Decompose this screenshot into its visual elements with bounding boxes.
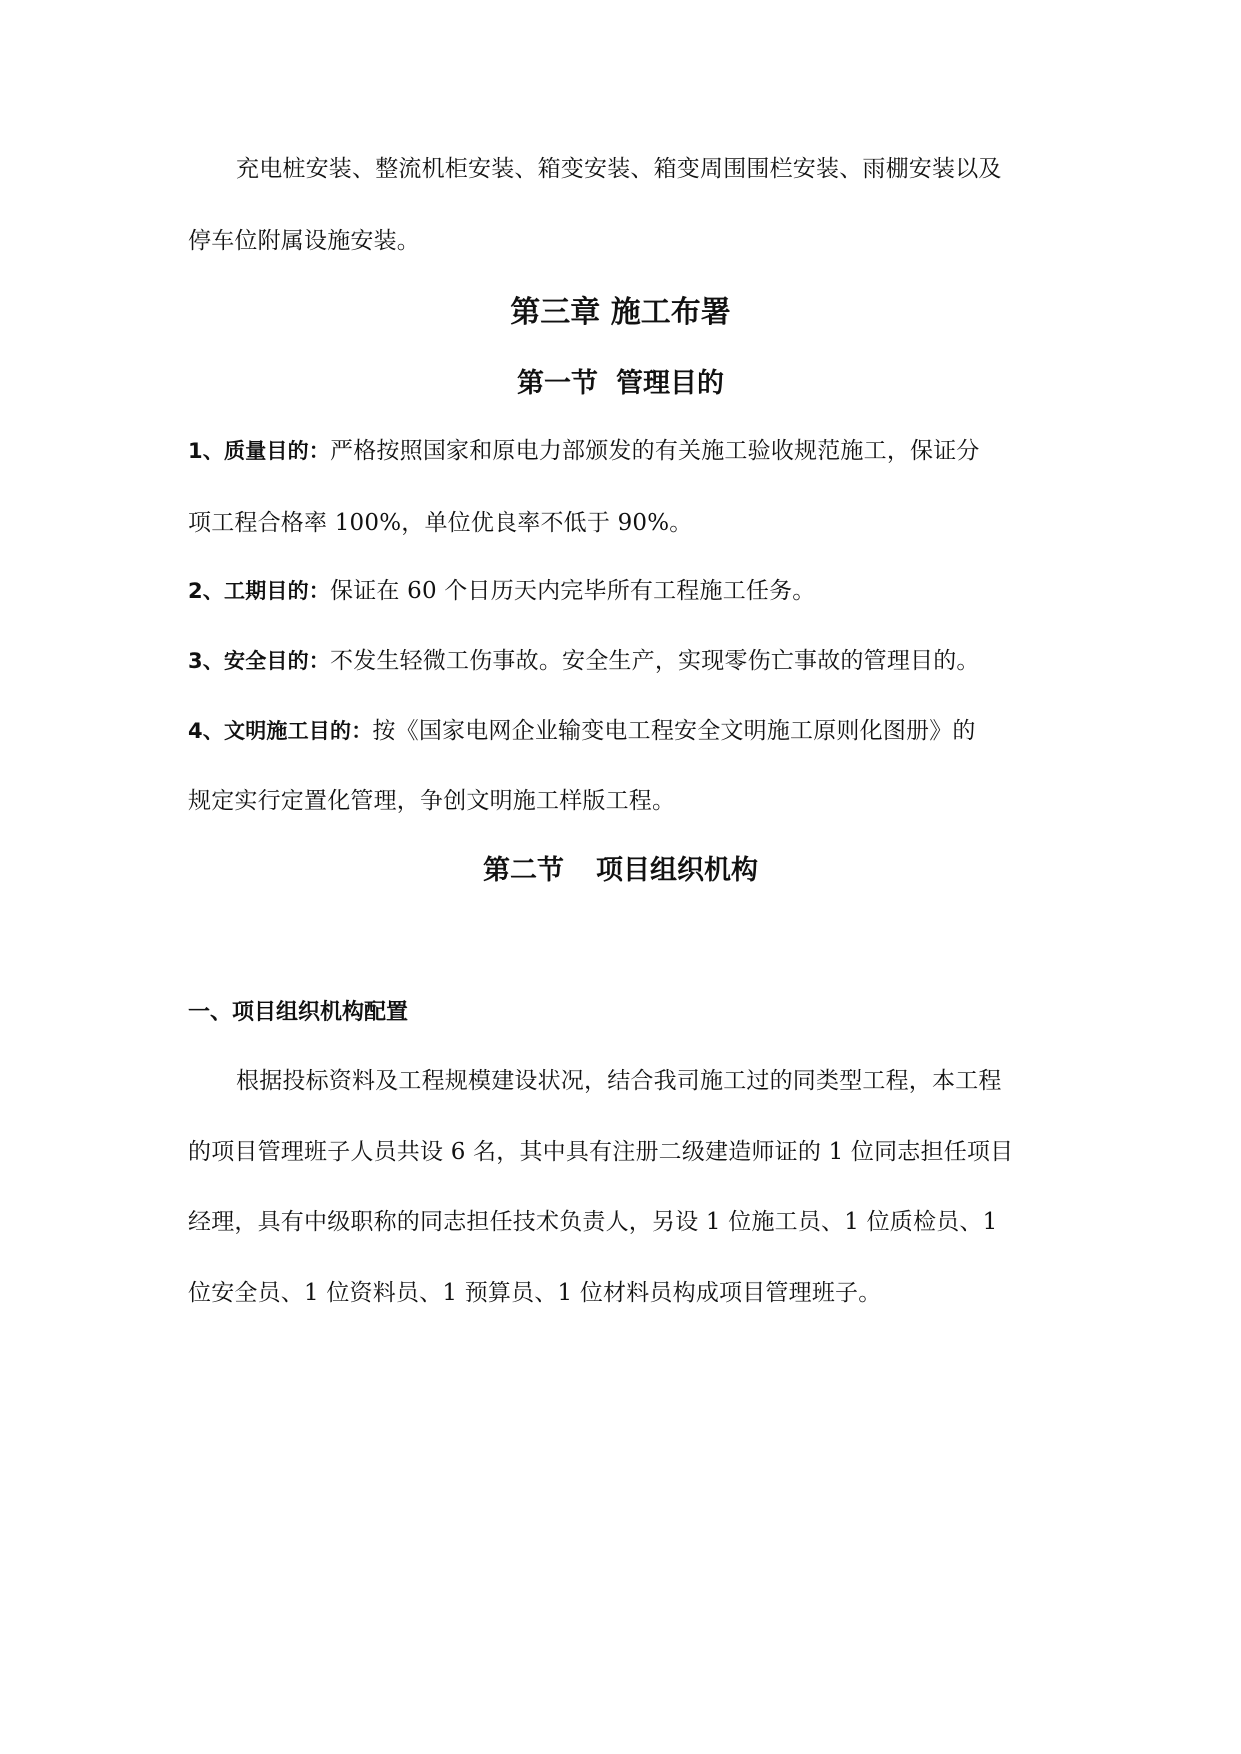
subsection-title: 一、项目组织机构配置 [188,1000,409,1025]
section1-number: 第一节 [517,368,598,399]
section1-heading [0,367,1241,401]
goal-item-1-line-2: 项工程合格率 100%，单位优良率不低于 90%。 [188,510,693,536]
goal-item-1-label: 1、质量目的： [188,439,331,463]
org-paragraph-line-2: 的项目管理班子人员共设 6 名，其中具有注册二级建造师证的 1 位同志担任项目 [188,1139,1014,1165]
section2-title: 项目组织机构 [596,855,758,886]
goal-item-4-line-1 [188,716,1058,746]
intro-line-1: 充电桩安装、整流机柜安装、箱变安装、箱变周围围栏安装、雨棚安装以及 [236,156,1002,182]
goal-item-1-line-1 [188,436,1058,466]
goal-item-4-line-2: 规定实行定置化管理，争创文明施工样版工程。 [188,788,676,814]
org-paragraph-line-1: 根据投标资料及工程规模建设状况，结合我司施工过的同类型工程，本工程 [236,1068,1002,1094]
goal-item-2 [188,576,1058,606]
goal-item-2-text: 保证在 60 个日历天内完毕所有工程施工任务。 [330,578,816,604]
goal-item-4-label: 4、文明施工目的： [188,719,373,743]
goal-item-1-text: 严格按照国家和原电力部颁发的有关施工验收规范施工，保证分 [330,438,980,464]
goal-item-3-text: 不发生轻微工伤事故。安全生产，实现零伤亡事故的管理目的。 [330,648,980,674]
chapter-title: 第三章 施工布署 [510,295,731,330]
goal-item-4-text: 按《国家电网企业输变电工程安全文明施工原则化图册》的 [372,718,976,744]
org-paragraph-line-3: 经理，具有中级职称的同志担任技术负责人，另设 1 位施工员、1 位质检员、1 [188,1209,998,1235]
intro-line-2: 停车位附属设施安装。 [188,228,420,254]
goal-item-3 [188,646,1058,676]
section1-title: 管理目的 [616,368,724,399]
section2-number: 第二节 [483,855,564,886]
section2-heading [0,854,1241,888]
goal-item-2-label: 2、工期目的： [188,579,331,603]
org-paragraph-line-4: 位安全员、1 位资料员、1 预算员、1 位材料员构成项目管理班子。 [188,1280,882,1306]
goal-item-3-label: 3、安全目的： [188,649,331,673]
